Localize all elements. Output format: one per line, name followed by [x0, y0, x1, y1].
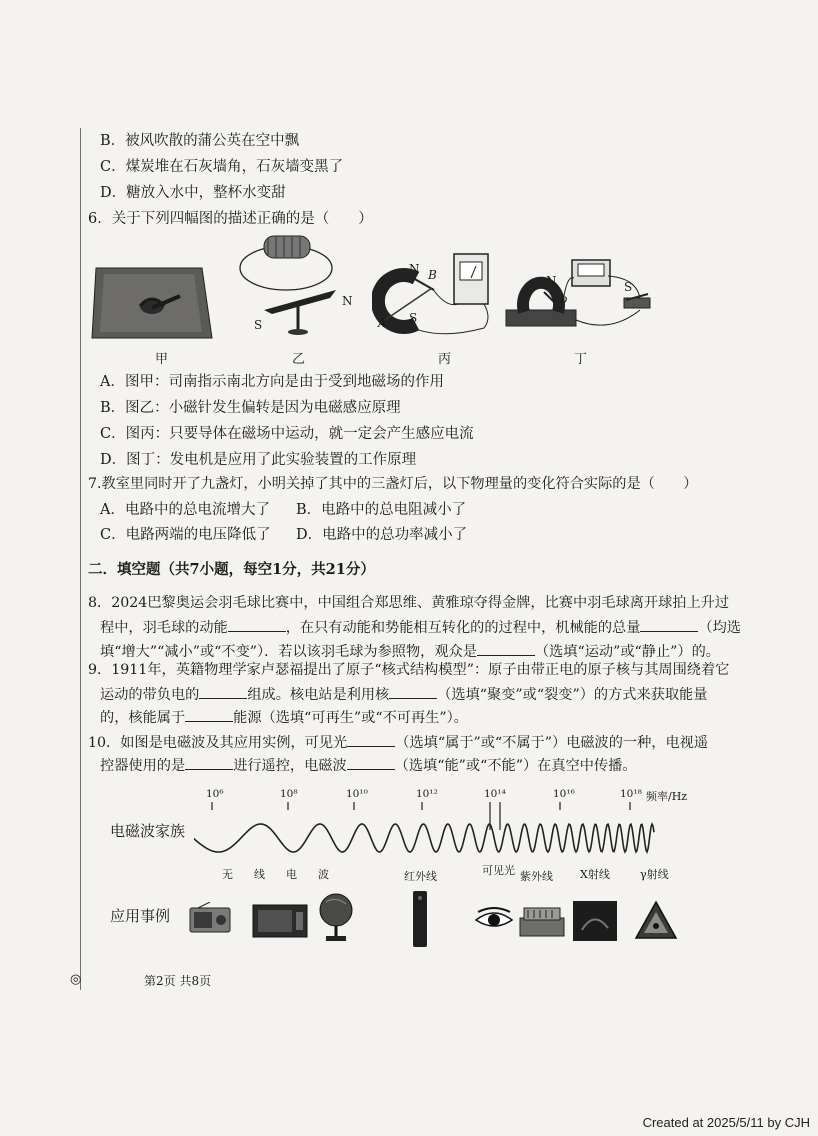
band-radio-4: 波 — [318, 868, 329, 881]
q9-blank-1[interactable] — [199, 684, 247, 699]
caption-ding: 丁 — [574, 352, 588, 367]
ding-n-label: N — [546, 274, 557, 288]
q5-option-d: D．糖放入水中，整杯水变甜 — [100, 185, 286, 201]
satellite-dish-icon — [318, 892, 356, 942]
binding-margin-line — [80, 128, 81, 990]
q6-option-a: A．图甲：司南指示南北方向是由于受到地磁场的作用 — [100, 374, 444, 390]
freq-tick-1e16: 10¹⁶ — [553, 788, 575, 800]
q6-figure-bing — [372, 248, 500, 340]
q9-blank-2[interactable] — [389, 684, 437, 699]
q10-blank-1[interactable] — [347, 732, 395, 747]
em-family-label: 电磁波家族 — [110, 822, 186, 840]
caption-yi: 乙 — [292, 352, 306, 367]
freq-tick-1e12: 10¹² — [416, 788, 438, 800]
yi-n-label: N — [342, 294, 353, 308]
ding-s-label: S — [624, 280, 633, 294]
band-infrared: 红外线 — [404, 870, 437, 883]
page-number: 第2页 共8页 — [144, 974, 212, 988]
xray-image-icon — [572, 900, 618, 942]
ding-b-label: b — [560, 292, 568, 306]
caption-bing: 丙 — [438, 352, 452, 367]
freq-tick-1e8: 10⁸ — [280, 788, 298, 800]
band-radio-3: 电 — [286, 868, 297, 881]
radiation-warning-icon — [634, 900, 678, 940]
freq-unit-label: 频率/Hz — [646, 790, 688, 803]
band-visible: 可见光 — [482, 864, 515, 877]
bing-a-label: A — [378, 316, 387, 330]
q7-option-c: C．电路两端的电压降低了 — [100, 527, 271, 543]
q5-option-c: C．煤炭堆在石灰墙角，石灰墙变黑了 — [100, 159, 344, 175]
band-radio-1: 无 — [222, 868, 233, 881]
uv-sterilizer-icon — [518, 904, 566, 938]
tv-remote-icon — [412, 890, 428, 948]
microwave-oven-icon — [252, 904, 308, 938]
freq-tick-1e10: 10¹⁰ — [346, 788, 368, 800]
q8-line-1: 8．2024巴黎奥运会羽毛球比赛中，中国组合郑思维、黄雅琼夺得金牌，比赛中羽毛球离开球拍上升过 — [88, 595, 730, 611]
radio-icon — [188, 902, 232, 934]
q8-line-2: 程中，羽毛球的动能 ，在只有动能和势能相互转化的的过程中，机械能的总量 （均选 — [100, 617, 741, 638]
em-apps-label: 应用事例 — [110, 907, 171, 925]
q6-option-b: B．图乙：小磁针发生偏转是因为电磁感应原理 — [100, 400, 401, 416]
q5-option-b: B．被风吹散的蒲公英在空中飘 — [100, 133, 300, 149]
em-wave — [194, 800, 664, 864]
bing-n-label: N — [409, 262, 420, 276]
q8-blank-2[interactable] — [640, 617, 698, 632]
bing-s-label: S — [409, 311, 418, 325]
yi-s-label: S — [254, 318, 263, 332]
page-corner-mark: ◎ — [70, 972, 82, 987]
band-gamma: γ射线 — [640, 868, 669, 881]
q6-figure-jia — [90, 262, 218, 344]
q10-line-1: 10．如图是电磁波及其应用实例，可见光 （选填“属于”或“不属于”）电磁波的一种，电视遥 — [88, 732, 708, 753]
q7-option-b: B．电路中的总电阻减小了 — [296, 502, 467, 518]
freq-tick-1e14: 10¹⁴ — [484, 788, 506, 800]
band-xray: X射线 — [580, 868, 610, 881]
q7-stem: 7.教室里同时开了九盏灯，小明关掉了其中的三盏灯后，以下物理量的变化符合实际的是（ ） — [88, 476, 698, 492]
q7-option-a: A．电路中的总电流增大了 — [100, 502, 270, 518]
q6-option-d: D．图丁：发电机是应用了此实验装置的工作原理 — [100, 452, 417, 468]
q9-line-3: 的，核能属于 能源（选填“可再生”或“不可再生”）。 — [100, 707, 468, 728]
q10-blank-2[interactable] — [185, 755, 233, 770]
created-stamp: Created at 2025/5/11 by CJH — [642, 1115, 810, 1130]
freq-tick-1e6: 10⁶ — [206, 788, 224, 800]
q8-line-3: 填“增大”“减小”或“不变”）．若以该羽毛球为参照物，观众是 （选填“运动”或“静止”）的。 — [100, 641, 720, 662]
freq-tick-1e18: 10¹⁸ — [620, 788, 642, 800]
q6-stem: 6．关于下列四幅图的描述正确的是（ ） — [88, 211, 373, 227]
q9-line-2: 运动的带负电的 组成。核电站是利用核 （选填“聚变”或“裂变”）的方式来获取能量 — [100, 684, 707, 705]
q9-line-1: 9．1911年，英籍物理学家卢瑟福提出了原子“核式结构模型”：原子由带正电的原子核与其周围绕着它 — [88, 662, 730, 678]
q6-figure-ding — [500, 254, 660, 340]
section-2-title: 二．填空题（共7小题，每空1分，共21分） — [88, 561, 375, 578]
caption-jia: 甲 — [155, 352, 169, 367]
q10-line-2: 控器使用的是 进行遥控，电磁波 （选填“能”或“不能”）在真空中传播。 — [100, 755, 636, 776]
q10-blank-3[interactable] — [347, 755, 395, 770]
band-ultraviolet: 紫外线 — [520, 870, 553, 883]
q6-option-c: C．图丙：只要导体在磁场中运动，就一定会产生感应电流 — [100, 426, 474, 442]
bing-b-label: B — [428, 268, 437, 282]
band-radio-2: 线 — [254, 868, 265, 881]
q8-blank-1[interactable] — [228, 617, 286, 632]
q9-blank-3[interactable] — [185, 707, 233, 722]
q8-blank-3[interactable] — [477, 641, 535, 656]
eye-icon — [474, 906, 514, 932]
q7-option-d: D．电路中的总功率减小了 — [296, 527, 468, 543]
